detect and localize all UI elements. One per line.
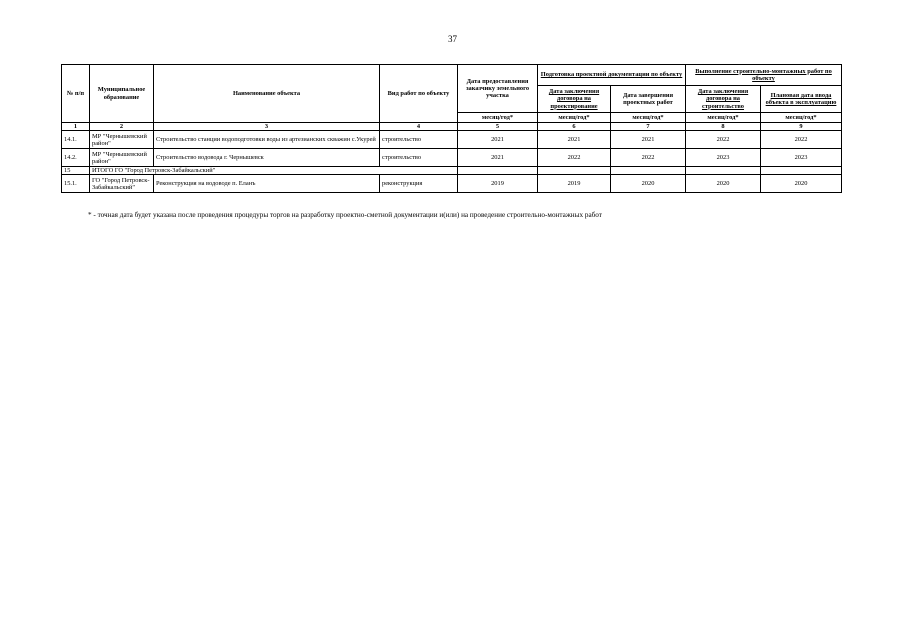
row-construction-contract: 2022	[686, 131, 761, 149]
empty-cell	[458, 167, 538, 175]
column-number: 3	[154, 123, 380, 131]
table-row	[62, 175, 842, 193]
row-design-contract: 2021	[538, 131, 611, 149]
column-number: 9	[761, 123, 842, 131]
empty-cell	[538, 167, 611, 175]
row-municipality: ГО "Город Петровск-Забайкальский"	[90, 175, 154, 193]
column-number: 1	[62, 123, 90, 131]
empty-cell	[761, 167, 842, 175]
empty-cell	[686, 167, 761, 175]
header-num: № п/п	[62, 65, 90, 123]
header-design-group: Подготовка проектной документации по объекту	[538, 65, 686, 86]
column-number: 6	[538, 123, 611, 131]
row-design-contract: 2022	[538, 149, 611, 167]
objects-table	[61, 64, 842, 193]
row-commissioning: 2023	[761, 149, 842, 167]
row-work-type: строительство	[380, 131, 458, 149]
row-number: 15.1.	[62, 175, 90, 193]
column-number: 7	[611, 123, 686, 131]
column-number: 8	[686, 123, 761, 131]
column-number: 4	[380, 123, 458, 131]
row-work-type: реконструкция	[380, 175, 458, 193]
row-number: 14.2.	[62, 149, 90, 167]
header-municipality: Муниципальное образование	[90, 65, 154, 123]
header-object-name: Наименование объекта	[154, 65, 380, 123]
header-design-contract: Дата заключения договора на проектирование	[538, 86, 611, 113]
row-object: Строительство водовода г. Чернышевск	[154, 149, 380, 167]
unit-cell: месяц/год*	[458, 113, 538, 123]
header-land-date: Дата предоставления заказчику земельного участка	[458, 65, 538, 113]
column-number: 5	[458, 123, 538, 131]
row-design-complete: 2021	[611, 131, 686, 149]
row-municipality: МР "Чернышевский район"	[90, 149, 154, 167]
column-number: 2	[90, 123, 154, 131]
table-row	[62, 149, 842, 167]
row-land-date: 2021	[458, 149, 538, 167]
header-construction-group: Выполнение строительно-монтажных работ по объекту	[686, 65, 842, 86]
row-municipality: МР "Чернышевский район"	[90, 131, 154, 149]
header-work-type: Вид работ по объекту	[380, 65, 458, 123]
table-row	[62, 131, 842, 149]
header-design-complete: Дата завершения проектных работ	[611, 86, 686, 113]
row-object: Строительство станции водоподготовки воды из артезианских скважин с.Укурей	[154, 131, 380, 149]
footnote: * - точная дата будет указана после проведения процедуры торгов на разработку проектно-сметной документации и(или) на проведение строительно-монтажных работ	[88, 211, 602, 219]
row-commissioning: 2020	[761, 175, 842, 193]
total-row-label: ИТОГО ГО "Город Петровск-Забайкальский"	[90, 167, 458, 175]
unit-cell: месяц/год*	[611, 113, 686, 123]
empty-cell	[611, 167, 686, 175]
row-construction-contract: 2023	[686, 149, 761, 167]
unit-cell: месяц/год*	[686, 113, 761, 123]
row-design-contract: 2019	[538, 175, 611, 193]
row-commissioning: 2022	[761, 131, 842, 149]
header-construction-contract: Дата заключения договора на строительство	[686, 86, 761, 113]
row-work-type: строительство	[380, 149, 458, 167]
page-number: 37	[448, 34, 457, 44]
row-construction-contract: 2020	[686, 175, 761, 193]
total-row	[62, 167, 842, 175]
unit-cell: месяц/год*	[538, 113, 611, 123]
row-object: Реконструкция на водоводе п. Еланъ	[154, 175, 380, 193]
row-land-date: 2019	[458, 175, 538, 193]
row-land-date: 2021	[458, 131, 538, 149]
total-row-number: 15	[62, 167, 90, 175]
unit-cell: месяц/год*	[761, 113, 842, 123]
row-number: 14.1.	[62, 131, 90, 149]
header-commissioning: Плановая дата ввода объекта в эксплуатацию	[761, 86, 842, 113]
row-design-complete: 2022	[611, 149, 686, 167]
row-design-complete: 2020	[611, 175, 686, 193]
